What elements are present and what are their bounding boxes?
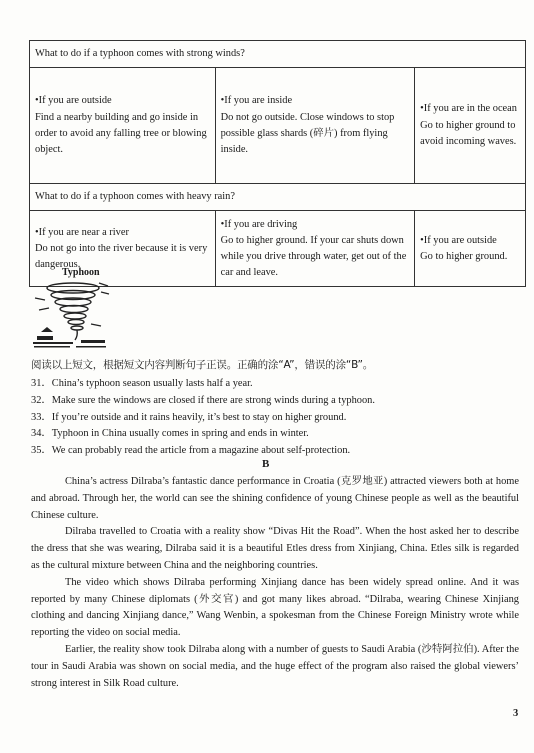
cell-heading: •If you are in the ocean (420, 103, 517, 115)
typhoon-figure (31, 267, 111, 352)
passage-b (31, 474, 519, 692)
paragraph: Dilraba travelled to Croatia with a reality show “Divas Hit the Road”. When the host asked her to describe the dress that she was wearing, Dilraba said it is a beautiful Etles dress from Xinjiang, China. Etles silk is regarded as the cultural mixture between China and the neighboring countries. (31, 526, 519, 571)
question-item: 34．Typhoon in China usually comes in spring and ends in winter. (31, 428, 309, 440)
rain-header: What to do if a typhoon comes with heavy rain? (30, 184, 526, 211)
question-item: 31．China’s typhoon season usually lasts half a year. (31, 378, 253, 389)
table-cell (215, 68, 415, 184)
cell-heading: •If you are outside (420, 234, 497, 246)
cell-heading: •If you are outside (35, 95, 112, 107)
paragraph: China’s actress Dilraba’s fantastic dance performance in Croatia (克罗地亚) attracted viewers both at home and abroad. Through her, the world can see the shining confidence of young Chinese people as well as the beautiful Chinese culture. (31, 476, 519, 521)
cell-heading: •If you are near a river (35, 226, 129, 238)
figure-caption: Typhoon (62, 267, 100, 278)
page-number: 3 (513, 708, 519, 719)
section-b-title: B (262, 458, 270, 470)
winds-header: What to do if a typhoon comes with strong winds? (30, 41, 526, 68)
cell-text: Go to higher ground. (420, 250, 508, 262)
table-cell (415, 68, 526, 184)
cell-text: Go to higher ground. If your car shuts down while you drive through water, get out of the car and leave. (220, 234, 407, 278)
table-row (30, 41, 526, 68)
table-cell (30, 68, 216, 184)
typhoon-icon (31, 280, 111, 352)
paragraph: Earlier, the reality show took Dilraba along with a number of guests to Saudi Arabia (沙特阿拉伯). After the tour in Saudi Arabia was shown on social media, and the huge effect of the program also raised the global viewers’ strong interest in Silk Road culture. (31, 643, 519, 689)
cell-text: Do not go into the river because it is very dangerous. (35, 242, 208, 270)
instruction-text: 阅读以上短文，根据短文内容判断句子正误。正确的涂“A”，错误的涂“B”。 (31, 359, 374, 371)
typhoon-tips-table (29, 40, 526, 287)
cell-text: Find a nearby building and go inside in order to avoid any falling tree or blowing object. (35, 111, 207, 155)
cell-text: Go to higher ground to avoid incoming waves. (420, 119, 517, 147)
table-row (30, 68, 526, 184)
question-item: 32．Make sure the windows are closed if there are strong winds during a typhoon. (31, 394, 375, 406)
table-cell (215, 211, 415, 287)
paragraph: The video which shows Dilraba performing Xinjiang dance has been widely spread online. And it was reported by many Chinese diplomats (外交官) and got many likes abroad. “Dilraba, wearing Chinese Xinjiang clothing and dancing Xinjiang dance,” Wang Wenbin, a spokesman from the Chinese Foreign Ministry wrote while reporting the video on social media. (31, 576, 519, 639)
cell-heading: •If you are inside (220, 95, 293, 107)
cell-heading: •If you are driving (220, 218, 298, 230)
question-list (31, 376, 375, 460)
question-item: 33．If you’re outside and it rains heavily, it’s best to stay on higher ground. (31, 411, 347, 423)
cell-text: Do not go outside. Close windows to stop possible glass shards (碎片) from flying inside. (220, 111, 395, 155)
table-cell (415, 211, 526, 287)
table-row (30, 184, 526, 211)
question-item: 35．We can probably read the article from a magazine about self-protection. (31, 445, 351, 457)
